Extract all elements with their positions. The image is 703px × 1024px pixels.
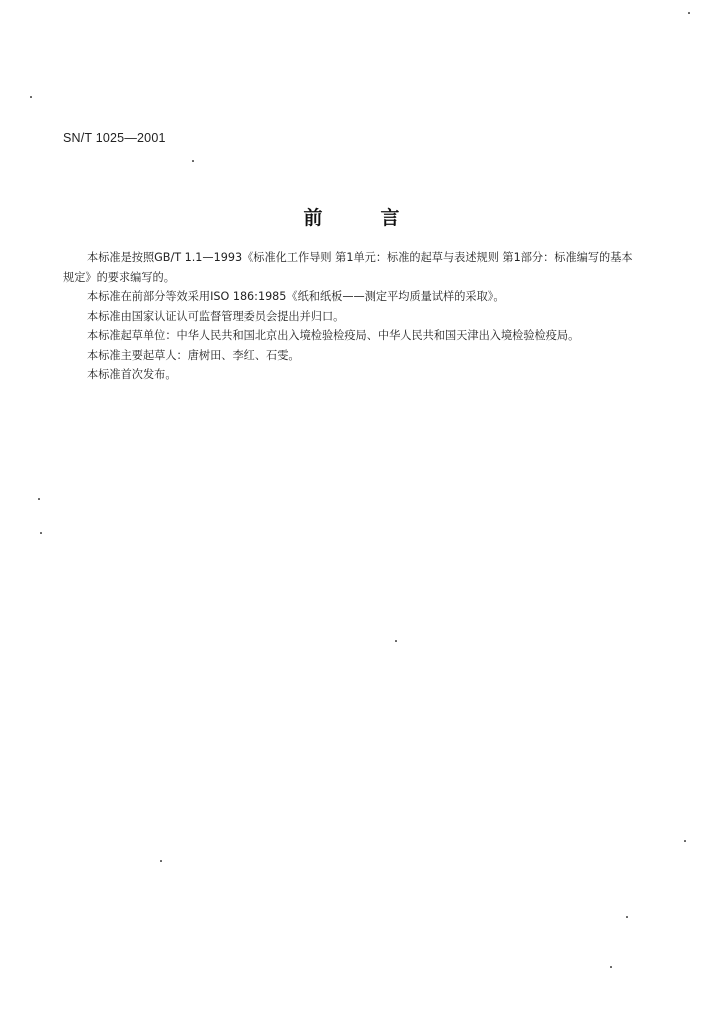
paragraph-basis: 本标准是按照GB/T 1.1—1993《标准化工作导则 第1单元：标准的起草与表述规则 第1部分：标准编写的基本规定》的要求编写的。 [63, 251, 633, 284]
scan-speck [40, 532, 42, 534]
paragraph-drafters: 本标准主要起草人：唐树田、李红、石雯。 [87, 348, 300, 362]
standard-number: SN/T 1025—2001 [63, 131, 166, 145]
paragraph-proposer: 本标准由国家认证认可监督管理委员会提出并归口。 [87, 309, 345, 323]
paragraph-drafting-units: 本标准起草单位：中华人民共和国北京出入境检验检疫局、中华人民共和国天津出入境检验检疫局。 [87, 329, 580, 342]
scan-speck [30, 96, 32, 98]
paragraph-first-release: 本标准首次发布。 [87, 368, 177, 381]
heading-char-1: 前 [303, 207, 323, 229]
scan-speck [684, 840, 686, 842]
heading-char-2: 言 [380, 207, 400, 229]
scan-speck [38, 498, 40, 500]
foreword-body [63, 248, 633, 385]
scan-speck [160, 860, 162, 862]
scan-speck [610, 966, 612, 968]
scan-speck [688, 12, 690, 14]
foreword-heading [0, 203, 703, 230]
scan-speck [192, 160, 194, 162]
scan-speck [395, 640, 397, 642]
paragraph-iso-adoption: 本标准在前部分等效采用ISO 186:1985《纸和纸板——测定平均质量试样的采取》。 [87, 290, 505, 303]
scan-speck [626, 916, 628, 918]
